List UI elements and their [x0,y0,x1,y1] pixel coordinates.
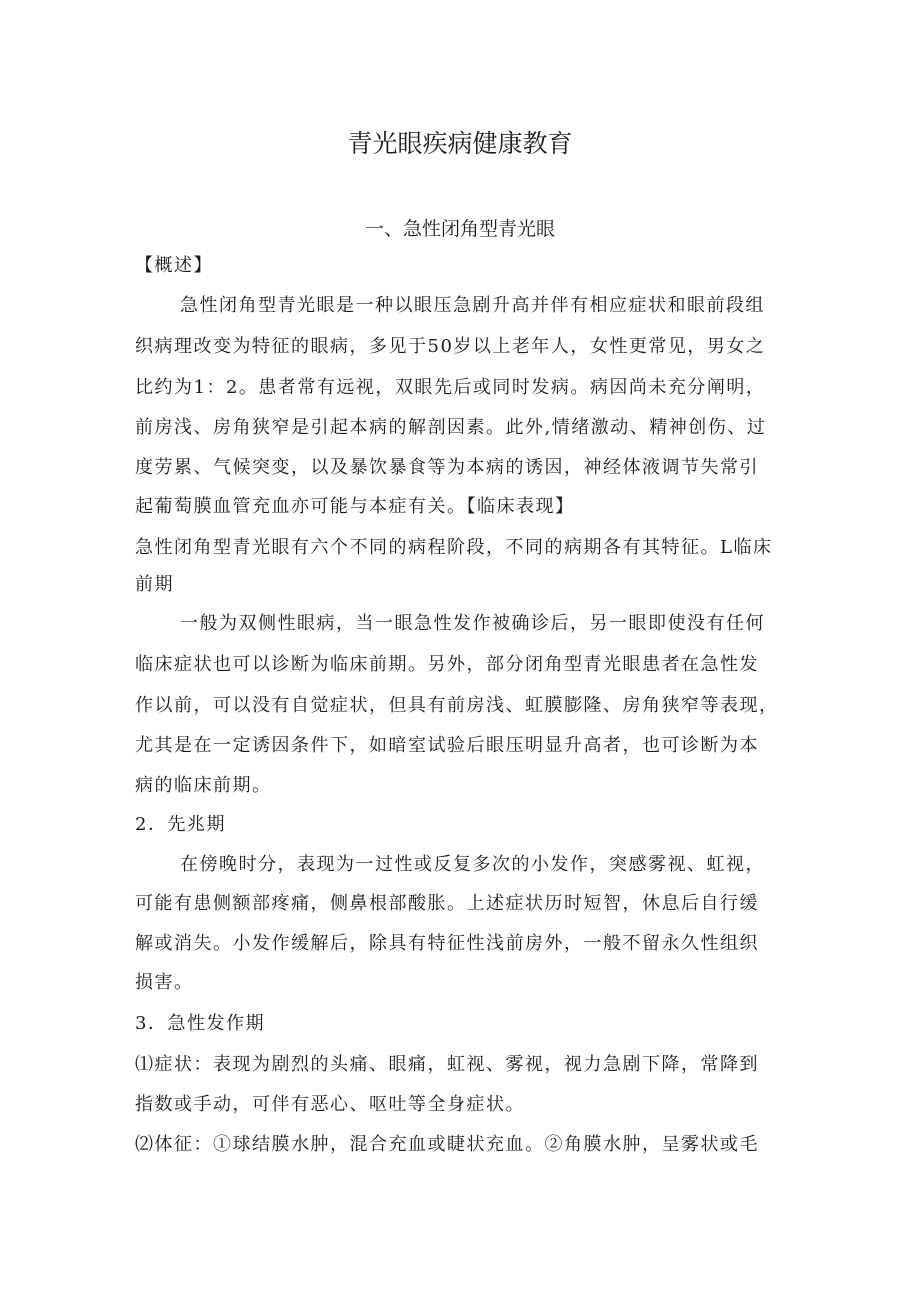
list-heading: 3．急性发作期 [135,1013,265,1034]
overview-label: 【概述】 [135,255,213,276]
paragraph-line: 比约为1：2。患者常有远视，双眼先后或同时发病。病因尚未充分阐明， [135,377,766,398]
section-heading: 一、急性闭角型青光眼 [364,218,555,240]
paragraph-line: 指数或手动，可伴有恶心、呕吐等全身症状。 [135,1094,525,1115]
paragraph-line: 一般为双侧性眼病，当一眼急性发作被确诊后，另一眼即使没有任何 [180,613,765,634]
paragraph-line: 尤其是在一定诱因条件下，如暗室试验后眼压明显升高者，也可诊断为本 [135,735,759,756]
paragraph-line: 织病理改变为特征的眼病，多见于50岁以上老年人，女性更常见，男女之 [135,336,766,357]
paragraph-line: 作以前，可以没有自觉症状，但具有前房浅、虹膜膨隆、房角狭窄等表现， [135,695,779,716]
paragraph-line: ⑵体征：①球结膜水肿，混合充血或睫状充血。②角膜水肿，呈雾状或毛 [135,1134,759,1155]
paragraph-line: ⑴症状：表现为剧烈的头痛、眼痛，虹视、雾视，视力急剧下降，常降到 [135,1054,759,1075]
paragraph-line: 前期 [135,574,174,595]
paragraph-line: 急性闭角型青光眼是一种以眼压急剧升高并伴有相应症状和眼前段组 [180,295,765,316]
list-heading: 2．先兆期 [135,814,226,835]
paragraph-line: 急性闭角型青光眼有六个不同的病程阶段，不同的病期各有其特征。L临床 [135,537,773,558]
paragraph-line: 前房浅、房角狭窄是引起本病的解剖因素。此外,情绪激动、精神创伤、过 [135,417,767,438]
paragraph-line: 解或消失。小发作缓解后，除具有特征性浅前房外，一般不留永久性组织 [135,933,759,954]
paragraph-line: 病的临床前期。 [135,775,272,796]
paragraph-line: 可能有患侧额部疼痛，侧鼻根部酸胀。上述症状历时短智，休息后自行缓 [135,893,759,914]
paragraph-line: 在傍晚时分，表现为一过性或反复多次的小发作，突感雾视、虹视， [180,854,765,875]
paragraph-line: 临床症状也可以诊断为临床前期。另外，部分闭角型青光眼患者在急性发 [135,654,759,675]
paragraph-line: 起葡萄膜血管充血亦可能与本症有关。【临床表现】 [135,496,575,517]
paragraph-line: 度劳累、气候突变，以及暴饮暴食等为本病的诱因，神经体液调节失常引 [135,457,759,478]
document-title: 青光眼疾病健康教育 [347,129,573,158]
paragraph-line: 损害。 [135,972,194,993]
